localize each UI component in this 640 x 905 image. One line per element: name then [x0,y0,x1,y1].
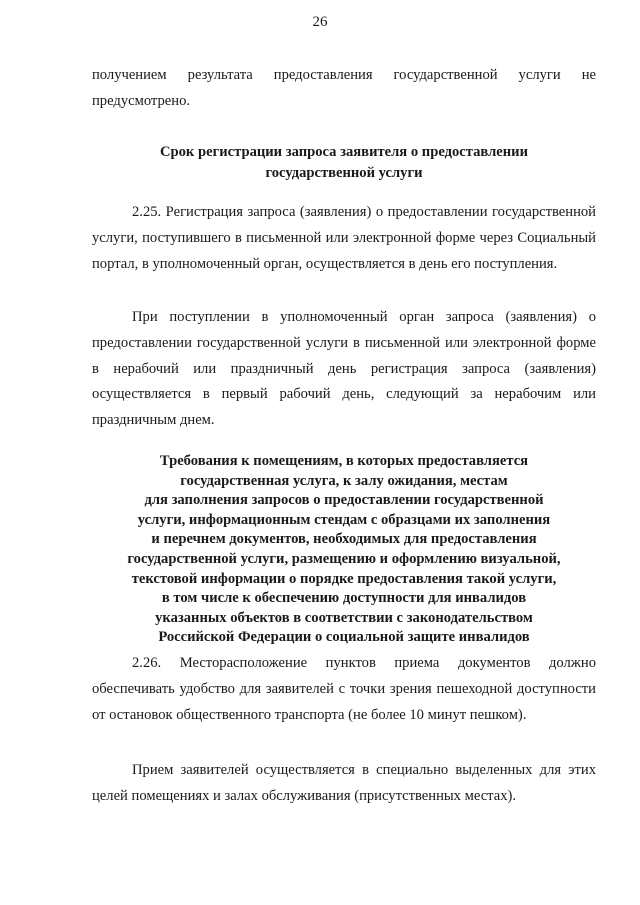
heading-line: и перечнем документов, необходимых для предоставления [151,531,537,548]
heading-line: указанных объектов в соответствии с законодательством [155,609,533,626]
heading-line: Российской Федерации о социальной защите инвалидов [158,629,530,646]
section-heading-registration-term [92,142,596,184]
heading-line: Требования к помещениям, в которых предоставляется [159,453,529,469]
heading-line: государственной услуги [265,165,423,181]
paragraph-2-26: 2.26. Месторасположение пунктов приема документов должно обеспечивать удобство для заявителей с точки зрения пешеходной доступности от остановок общественного транспорта (не более 10 минут пешком). [92,655,596,723]
heading-line: в том числе к обеспечению доступности для инвалидов [161,590,527,607]
heading-line: текстовой информации о порядке предоставления такой услуги, [131,570,557,587]
page-number: 26 [312,14,328,30]
heading-line: Срок регистрации запроса заявителя о предоставлении [159,144,528,160]
section-heading-premises-requirements [92,452,596,648]
paragraph-2-25: 2.25. Регистрация запроса (заявления) о предоставлении государственной услуги, поступившего в письменной или электронной форме через Социальный портал, в уполномоченный орган, осуществляется в день его поступления. [92,204,596,272]
paragraph-continuation: получением результата предоставления государственной услуги не предусмотрено. [92,67,596,109]
heading-line: государственная услуга, к залу ожидания, местам [180,472,508,489]
heading-line: услуги, информационным стендам с образцами их заполнения [137,511,551,528]
paragraph-reception-premises: Прием заявителей осуществляется в специально выделенных для этих целей помещениях и залах обслуживания (присутственных местах). [92,762,596,804]
heading-line: государственной услуги, размещению и оформлению визуальной, [127,550,561,567]
heading-line: для заполнения запросов о предоставлении государственной [144,492,544,509]
paragraph-nonworking-day: При поступлении в уполномоченный орган запроса (заявления) о предоставлении государственной услуги в письменной или электронной форме в нерабочий или праздничный день регистрация запроса (заявления) осуществляется в первый рабочий день, следующий за нерабочим или праздничным днем. [92,309,596,429]
